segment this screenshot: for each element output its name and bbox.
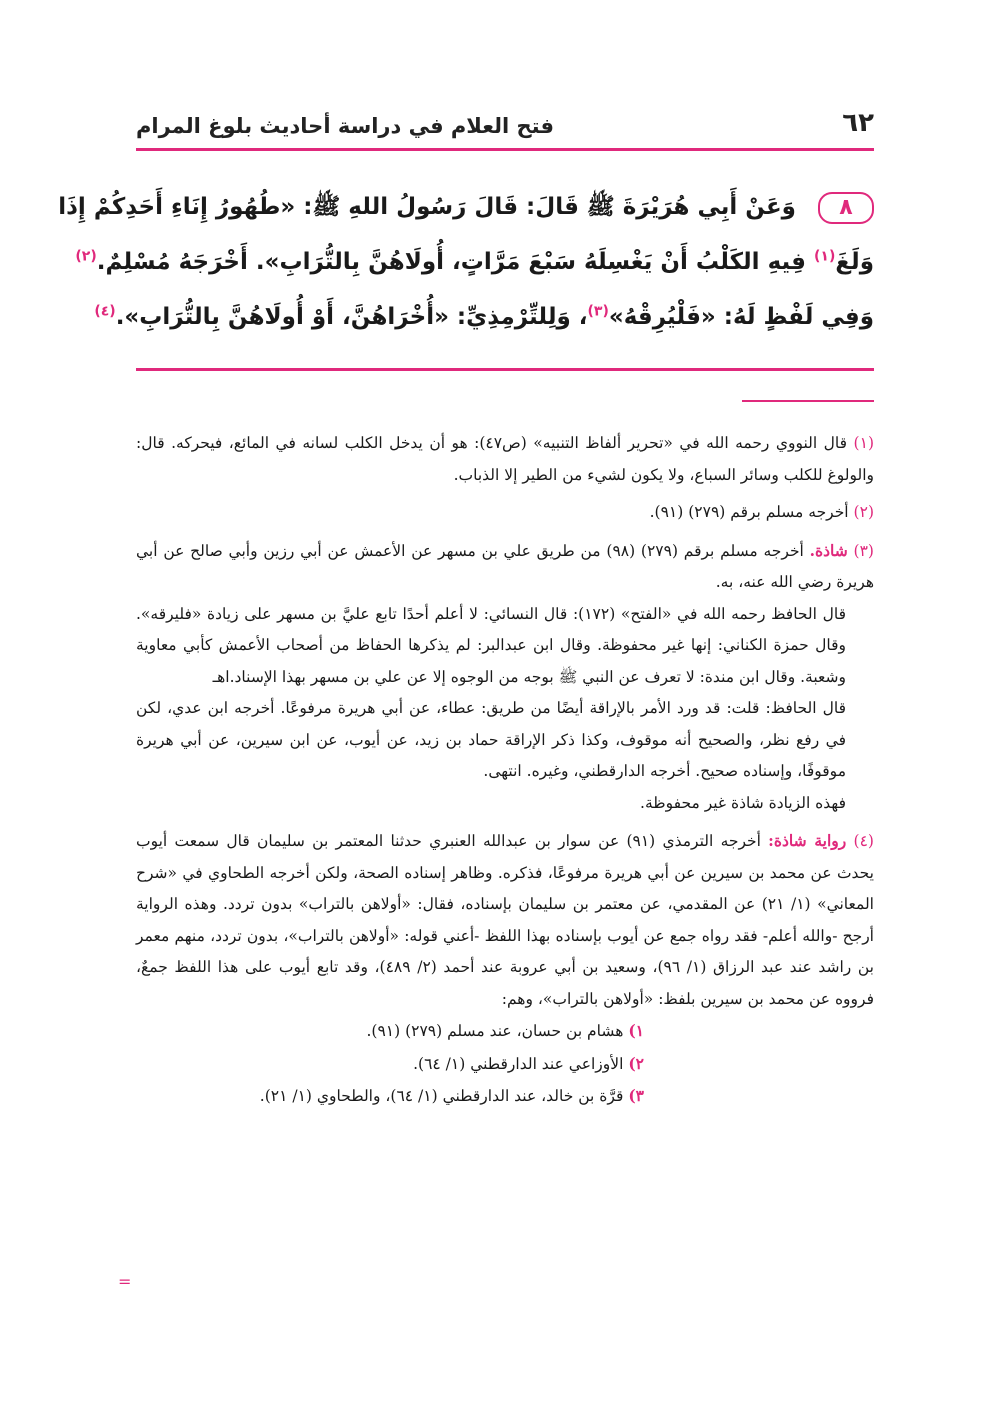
footnote-3 (136, 535, 874, 820)
book-title: فتح العلام في دراسة أحاديث بلوغ المرام (136, 114, 554, 138)
footnote-text: أخرجه مسلم برقم (٢٧٩) (٩١). (649, 503, 849, 521)
footnote-number: (١) (853, 434, 874, 452)
list-item (136, 1015, 874, 1048)
hadith-line-1 (58, 180, 874, 235)
list-number: ٣) (628, 1086, 644, 1105)
hadith-rule (136, 368, 874, 371)
hadith-segment: وَلَغَ (835, 249, 874, 275)
hadith-segment: ، وَلِلتِّرْمِذِيِّ: «أُخْرَاهُنَّ، أَوْ أُولَاهُنَّ بِالتُّرَابِ». (115, 304, 588, 330)
footnotes (136, 428, 874, 1119)
footnote-4 (136, 825, 874, 1113)
footnote-number: (٣) (853, 541, 874, 560)
footnote-paragraph: قال الحافظ رحمه الله في «الفتح» (١٧٢): قال النسائي: لا أعلم أحدًا تابع عليَّ بن مسهر على زيادة «فليرقه». وقال حمزة الكناني: إنها غير محفوظة. وقال ابن عبدالبر: لم يذكرها الحفاظ من أصحاب الأعمش كأبي معاوية وشعبة. وقال ابن مندة: لا تعرف عن النبي ﷺ بوجه من الوجوه إلا عن علي بن مسهر بهذا الإسناد.اهـ (136, 604, 846, 686)
list-item (136, 1080, 874, 1113)
hadith-text (58, 180, 874, 345)
hadith-segment: وَفِي لَفْظٍ لَهُ: «فَلْيُرِقْهُ» (608, 304, 874, 330)
grading-label: شاذة. (809, 540, 848, 560)
footnote-text: أخرجه مسلم برقم (٢٧٩) (٩٨) من طريق علي بن مسهر عن الأعمش عن أبي رزين وأبي صالح عن أبي هريرة رضي الله عنه، به. (136, 541, 874, 591)
page-header (136, 108, 874, 138)
list-number: ١) (628, 1021, 644, 1040)
footnote-number: (٢) (853, 503, 874, 521)
continuation-mark: = (118, 1272, 132, 1291)
footnote-paragraph: فهذه الزيادة شاذة غير محفوظة. (640, 793, 846, 812)
footnote-text: أخرجه الترمذي (٩١) عن سوار بن عبدالله العنبري حدثنا المعتمر بن سليمان قال سمعت أيوب يحدث عن محمد بن سيرين عن أبي هريرة مرفوعًا، فذكره. وظاهر إسناده الصحة، ولكن أخرجه الطحاوي في «شرح المعاني» (١/ ٢١) عن المقدمي، عن معتمر بن سليمان بإسناده، فقال: «أولاهن بالتراب» بدون تردد. وهذه الرواية أرجح -والله أعلم- فقد رواه جمع عن أيوب بإسناده بهذا اللفظ -أعني قوله: «أولاهن بالتراب»، بدون تردد، منهم معمر بن راشد عند عبد الرزاق (١/ ٩٦)، وسعيد بن أبي عروبة عند أحمد (٢/ ٤٨٩)، وقد تابع أيوب على هذا اللفظ جمعٌ، فرووه عن محمد بن سيرين بلفظ: «أولاهن بالتراب»، وهم: (136, 832, 874, 1008)
footnote-2 (136, 497, 874, 529)
footnote-ref-3[interactable]: (٣) (587, 303, 609, 320)
list-number: ٢) (628, 1053, 644, 1073)
hadith-segment: فِيهِ الكَلْبُ أَنْ يَغْسِلَهُ سَبْعَ مَرَّاتٍ، أُولَاهُنَّ بِالتُّرَابِ». أَخْرَجَهُ مُسْلِمٌ. (96, 249, 814, 275)
footnote-1 (136, 428, 874, 491)
list-text: هشام بن حسان، عند مسلم (٢٧٩) (٩١). (366, 1022, 624, 1040)
header-rule (136, 148, 874, 151)
list-text: الأوزاعي عند الدارقطني (١/ ٦٤). (413, 1054, 624, 1073)
list-item (136, 1048, 874, 1081)
footnote-ref-4[interactable]: (٤) (94, 303, 116, 320)
hadith-line-3 (94, 290, 874, 345)
footnote-paragraph: قال الحافظ: قلت: قد ورد الأمر بالإراقة أيضًا من طريق: عطاء، عن أبي هريرة مرفوعًا. أخرجه ابن عدي، لكن في رفع نظر، والصحيح أنه موقوف، وكذا ذكر الإراقة حماد بن زيد، عن أيوب، عن ابن سيرين، عن أبي هريرة موقوفًا، وإسناده صحيح. أخرجه الدارقطني، وغيره. انتهى. (136, 699, 846, 780)
page-number: ٦٢ (842, 108, 874, 138)
footnote-ref-1[interactable]: (١) (813, 248, 836, 265)
hadith-line-2 (75, 235, 874, 290)
hadith-number-badge: ٨ (818, 192, 874, 224)
footnote-separator (742, 400, 874, 402)
footnote-text: قال النووي رحمه الله في «تحرير ألفاظ التنبيه» (ص٤٧): هو أن يدخل الكلب لسانه في المائع، فيحركه. قال: والولوغ للكلب وسائر السباع، ولا يكون لشيء من الطير إلا الذباب. (136, 434, 874, 484)
footnote-number: (٤) (853, 832, 874, 850)
footnote-ref-2[interactable]: (٢) (75, 248, 97, 265)
hadith-line-1-text: وَعَنْ أَبِي هُرَيْرَةَ ﷺ قَالَ: قَالَ رَسُولُ اللهِ ﷺ: «طُهُورُ إِنَاءِ أَحَدِكُمْ إِذَا (58, 194, 796, 220)
grading-label: رواية شاذة: (768, 831, 847, 850)
list-text: قرَّة بن خالد، عند الدارقطني (١/ ٦٤)، والطحاوي (١/ ٢١). (259, 1087, 624, 1105)
